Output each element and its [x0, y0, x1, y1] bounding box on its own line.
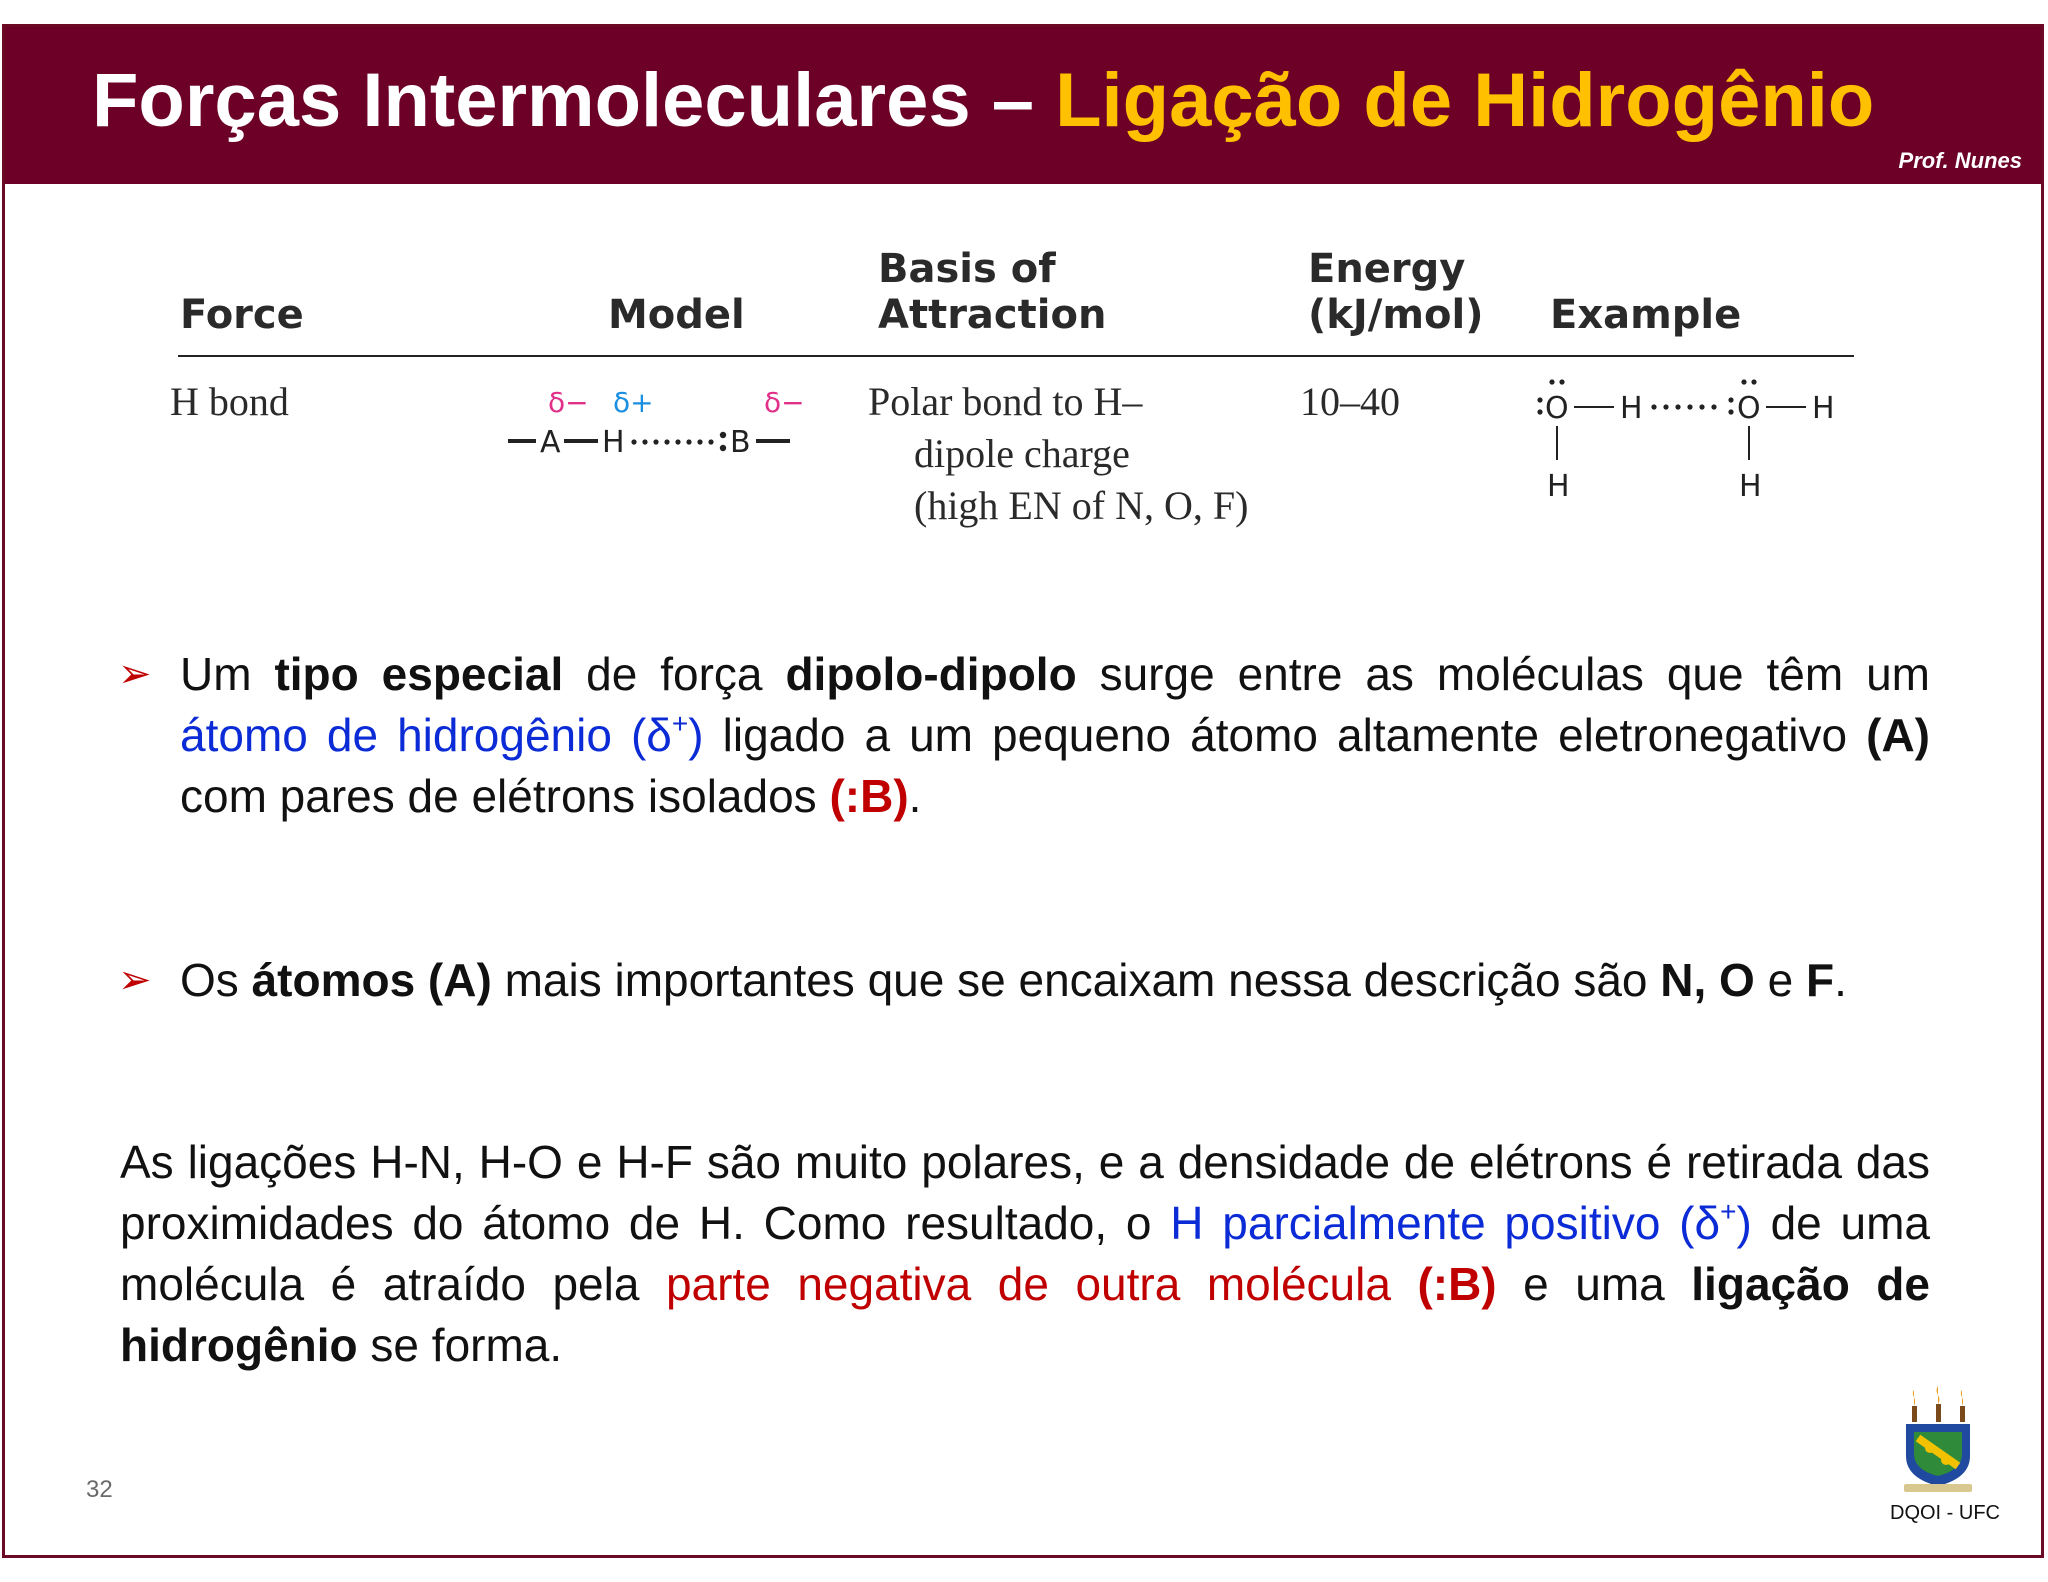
model-delta-b: δ− — [764, 386, 805, 419]
model-atom-b: B — [730, 425, 751, 460]
superscript: + — [671, 708, 689, 739]
paragraph-important-atoms — [180, 950, 1930, 1011]
cell-energy: 10–40 — [1300, 379, 1400, 424]
text — [1391, 1258, 1418, 1310]
cell-basis-line1: Polar bond to H– — [868, 379, 1143, 424]
text: e — [1754, 954, 1806, 1006]
model-lone-pair — [720, 432, 726, 451]
text: As ligações H-N, H-O e H-F são muito polares, e a densidade de elétrons é retirada das proximidades do átomo de H. Como resultado, o — [120, 1136, 1930, 1249]
text: ) — [1736, 1197, 1752, 1249]
model-atom-a: A — [540, 425, 561, 460]
bold-text: N, O — [1660, 954, 1755, 1006]
bold-text: F — [1805, 954, 1835, 1006]
text: . — [1834, 954, 1847, 1006]
example-hbond-dots — [1651, 404, 1716, 409]
bold-text: dipolo-dipolo — [785, 648, 1077, 700]
red-text: parte negativa de outra molécula — [665, 1258, 1391, 1310]
superscript: + — [1720, 1196, 1737, 1227]
text: mais importantes que se encaixam nessa descrição são — [491, 954, 1661, 1006]
model-delta-h: δ+ — [613, 386, 654, 419]
example-hydrogen-below-2: H — [1739, 469, 1762, 504]
text: átomo de hidrogênio (δ — [180, 709, 672, 761]
water-hydrogen-bond-diagram — [1530, 374, 1850, 514]
example-lone-pairs — [1537, 379, 1756, 414]
hydrogen-bond-model-diagram — [500, 376, 830, 476]
cell-force: H bond — [170, 379, 289, 424]
text: de força — [563, 648, 786, 700]
blue-text — [1170, 1197, 1752, 1249]
model-delta-a: δ− — [548, 386, 589, 419]
model-atom-h: H — [602, 425, 625, 460]
cell-basis-line2: dipole charge — [914, 431, 1130, 476]
header-example: Example — [1550, 292, 1742, 338]
title-highlight: Ligação de Hidrogênio — [1055, 58, 1875, 143]
text: . — [908, 770, 922, 822]
header-energy-line2: (kJ/mol) — [1308, 292, 1484, 338]
author-label: Prof. Nunes — [1898, 148, 2022, 173]
text: ligado a um pequeno átomo altamente eletronegativo — [703, 709, 1867, 761]
header-basis-line1: Basis of — [878, 246, 1056, 292]
cell-basis-line3: (high EN of N, O, F) — [914, 483, 1249, 528]
department-label: DQOI - UFC — [1890, 1502, 2000, 1524]
example-hydrogen-below-1: H — [1547, 469, 1570, 504]
text: Um — [180, 648, 275, 700]
text: H parcialmente positivo (δ — [1170, 1197, 1721, 1249]
text: surge entre as moléculas que têm um — [1076, 648, 1930, 700]
bold-text: átomos (A) — [251, 954, 492, 1006]
intermolecular-force-table — [170, 236, 1852, 546]
slide-title — [92, 56, 1874, 146]
text: de uma molécula é atraído pela — [120, 1197, 1931, 1310]
page-number: 32 — [86, 1476, 113, 1503]
university-crest-logo — [1900, 1386, 1976, 1496]
example-oxygen-2: O — [1737, 391, 1761, 426]
bold-text: tipo especial — [274, 648, 564, 700]
example-hydrogen-mid: H — [1620, 391, 1643, 426]
example-hydrogen-end: H — [1812, 391, 1835, 426]
blue-text — [180, 709, 704, 761]
red-bold-text: (:B) — [829, 770, 909, 822]
bold-text: ligação de hidrogênio — [120, 1258, 1930, 1371]
table-rule — [178, 355, 1854, 357]
red-bold-text: (:B) — [1417, 1258, 1497, 1310]
bold-text: (A) — [1866, 709, 1930, 761]
text: Os — [180, 954, 252, 1006]
text: e uma — [1496, 1258, 1692, 1310]
title-main: Forças Intermoleculares – — [92, 58, 1056, 143]
text: com pares de elétrons isolados — [180, 770, 830, 822]
paragraph-special-dipole — [180, 644, 1930, 827]
text: se forma. — [357, 1319, 563, 1371]
text: ) — [688, 709, 704, 761]
header-basis-line2: Attraction — [878, 292, 1107, 338]
bullet-arrow-icon: ➢ — [118, 957, 152, 1003]
model-hbond-dots — [631, 439, 713, 444]
header-force: Force — [180, 292, 304, 338]
crest-ribbon — [1904, 1484, 1972, 1492]
bullet-arrow-icon: ➢ — [118, 651, 152, 697]
example-oxygen-1: O — [1545, 391, 1569, 426]
paragraph-polar-bonds — [120, 1132, 1930, 1376]
torch-icon — [1912, 1386, 1965, 1422]
header-model: Model — [608, 292, 745, 338]
header-energy-line1: Energy — [1308, 246, 1466, 292]
